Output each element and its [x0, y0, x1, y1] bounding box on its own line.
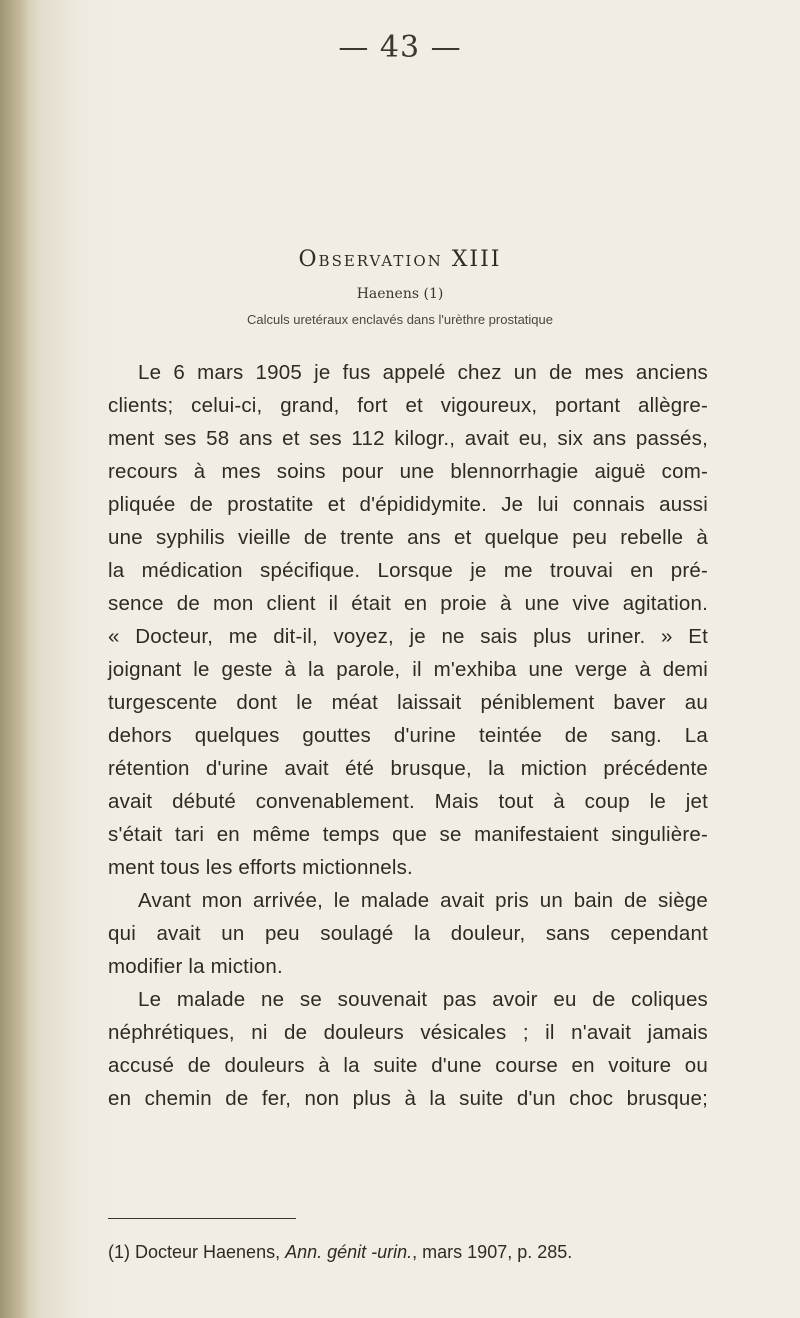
footnote: [108, 1242, 572, 1263]
text-line: une syphilis vieille de trente ans et quelque peu rebelle à: [108, 526, 708, 549]
footnote-suffix: , mars 1907, p. 285.: [412, 1242, 573, 1262]
text-line: « Docteur, me dit-il, voyez, je ne sais plus uriner. » Et: [108, 625, 708, 648]
text-line: en chemin de fer, non plus à la suite d'un choc brusque;: [108, 1087, 708, 1110]
footnote-prefix: (1) Docteur Haenens,: [108, 1242, 286, 1262]
text-line: rétention d'urine avait été brusque, la miction précédente: [108, 757, 708, 780]
text-line: joignant le geste à la parole, il m'exhiba une verge à demi: [108, 658, 708, 681]
text-line: la médication spécifique. Lorsque je me trouvai en pré-: [108, 559, 708, 582]
text-line: accusé de douleurs à la suite d'une course en voiture ou: [108, 1054, 708, 1077]
text-line: avait débuté convenablement. Mais tout à coup le jet: [108, 790, 708, 813]
observation-title: Observation XIII: [298, 247, 502, 272]
text-line: pliquée de prostatite et d'épididymite. Je lui connais aussi: [108, 493, 708, 516]
text-line: qui avait un peu soulagé la douleur, sans cependant: [108, 922, 708, 945]
text-line: modifier la miction.: [108, 955, 283, 978]
text-line: dehors quelques gouttes d'urine teintée de sang. La: [108, 724, 708, 747]
text-line: s'était tari en même temps que se manifestaient singulière-: [108, 823, 708, 846]
text-line: recours à mes soins pour une blennorrhagie aiguë com-: [108, 460, 708, 483]
observation-author: Haenens (1): [356, 286, 444, 302]
text-line: sence de mon client il était en proie à une vive agitation.: [108, 592, 708, 615]
text-line: Avant mon arrivée, le malade avait pris un bain de siège: [138, 889, 708, 912]
footnote-journal: Ann. génit -urin.: [285, 1242, 413, 1262]
text-line: ment ses 58 ans et ses 112 kilogr., avait eu, six ans passés,: [108, 427, 708, 450]
page-binding-shadow: [0, 0, 28, 1318]
text-line: Le 6 mars 1905 je fus appelé chez un de mes anciens: [138, 361, 708, 384]
observation-subject: Calculs uretéraux enclavés dans l'urèthre prostatique: [247, 312, 553, 327]
text-line: Le malade ne se souvenait pas avoir eu de coliques: [138, 988, 708, 1011]
page-number: — 43 —: [338, 30, 462, 65]
text-line: turgescente dont le méat laissait péniblement baver au: [108, 691, 708, 714]
text-line: néphrétiques, ni de douleurs vésicales ; il n'avait jamais: [108, 1021, 708, 1044]
text-line: clients; celui-ci, grand, fort et vigoureux, portant allègre-: [108, 394, 708, 417]
text-line: ment tous les efforts mictionnels.: [108, 856, 413, 879]
body-text: [108, 356, 708, 1115]
footnote-separator: [108, 1218, 296, 1219]
